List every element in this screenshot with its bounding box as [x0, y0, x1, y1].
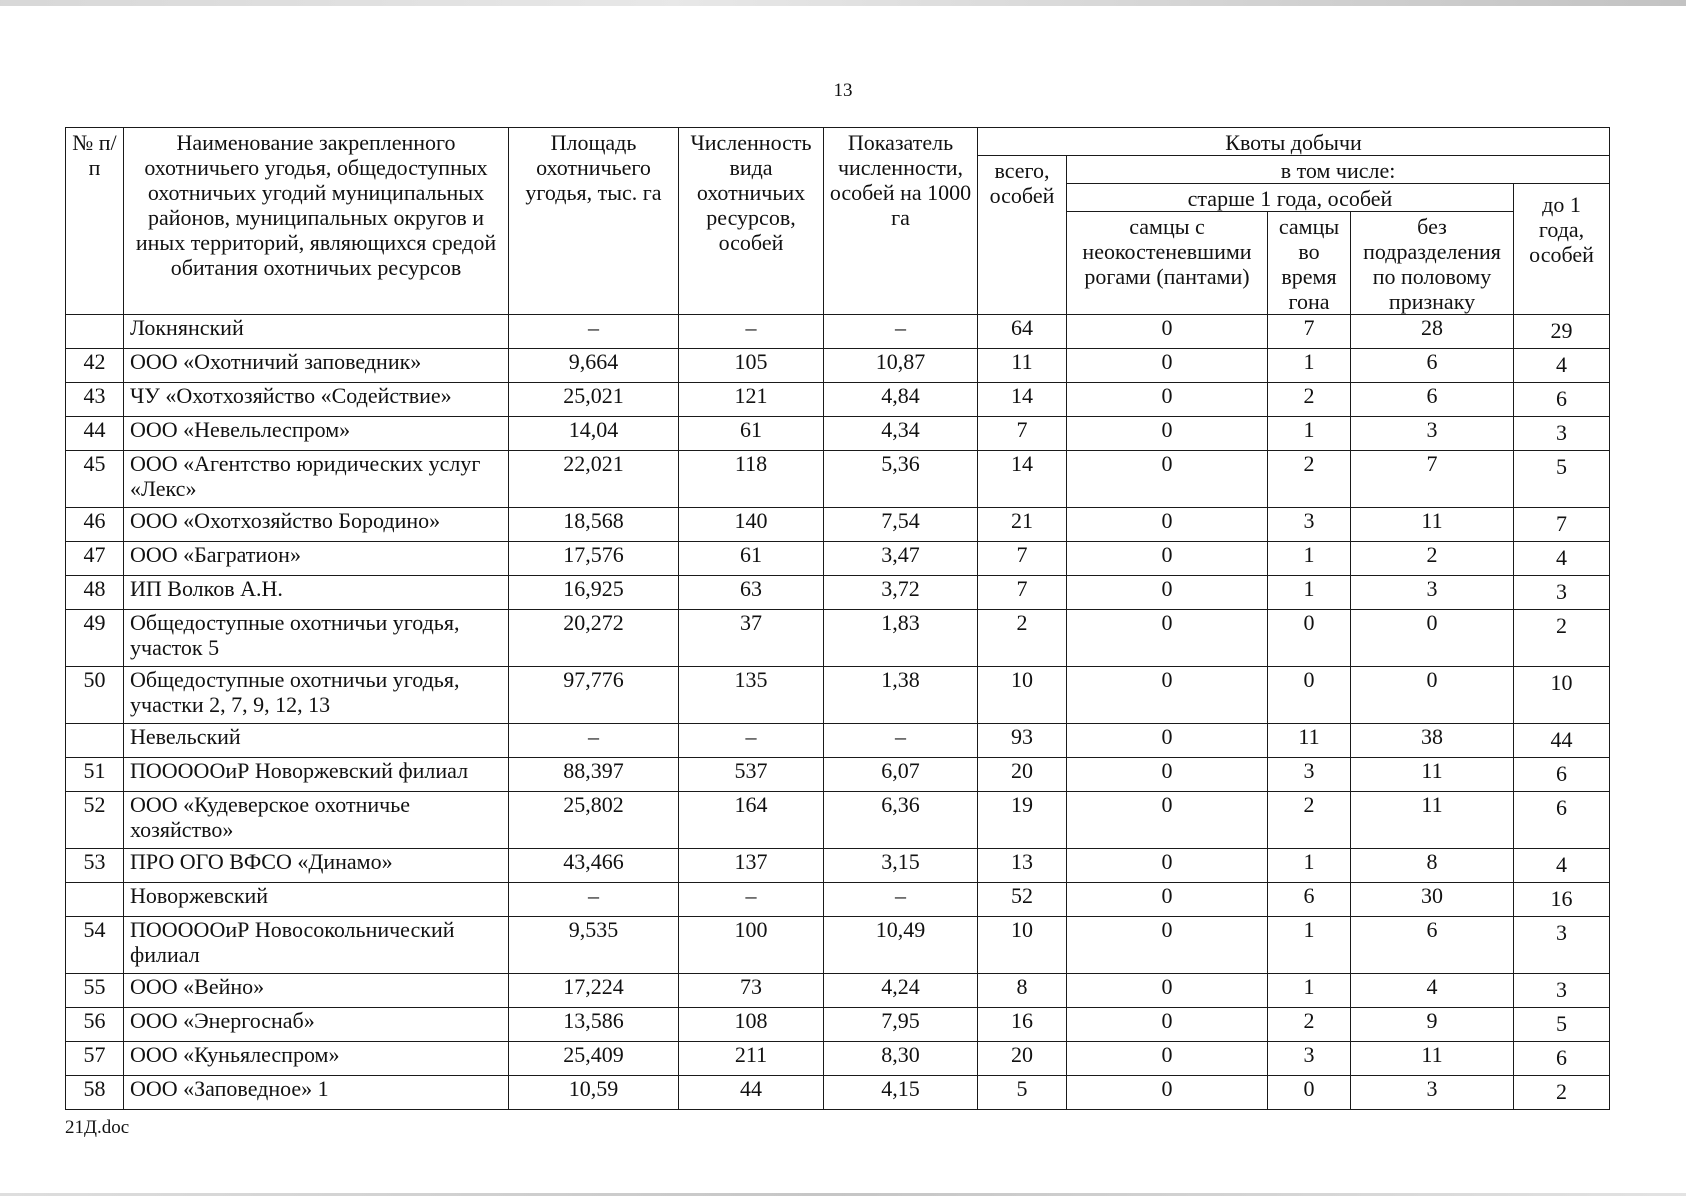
cell-rut: 3	[1268, 508, 1351, 542]
cell-area: 25,409	[509, 1042, 679, 1076]
cell-total: 14	[978, 383, 1067, 417]
cell-area: 14,04	[509, 417, 679, 451]
cell-rut: 1	[1268, 542, 1351, 576]
cell-rut: 2	[1268, 451, 1351, 508]
cell-name: ООО «Багратион»	[124, 542, 509, 576]
cell-density: –	[824, 724, 978, 758]
cell-velvet: 0	[1067, 667, 1268, 724]
cell-nosex: 28	[1351, 315, 1514, 349]
cell-nosex: 7	[1351, 451, 1514, 508]
cell-velvet: 0	[1067, 849, 1268, 883]
cell-area: 88,397	[509, 758, 679, 792]
quota-table	[65, 127, 1610, 1110]
table-row	[66, 1008, 1610, 1042]
cell-rut: 1	[1268, 576, 1351, 610]
cell-velvet: 0	[1067, 792, 1268, 849]
header-rut: самцы во время гона	[1268, 212, 1351, 315]
cell-rut: 0	[1268, 667, 1351, 724]
cell-num: 58	[66, 1076, 124, 1110]
cell-name: ООО «Кудеверское охотничье хозяйство»	[124, 792, 509, 849]
cell-area: –	[509, 315, 679, 349]
header-young: до 1 года, особей	[1514, 184, 1610, 315]
cell-num: 44	[66, 417, 124, 451]
cell-velvet: 0	[1067, 883, 1268, 917]
cell-num: 42	[66, 349, 124, 383]
cell-count: 118	[679, 451, 824, 508]
cell-area: 20,272	[509, 610, 679, 667]
cell-rut: 2	[1268, 383, 1351, 417]
cell-density: 3,15	[824, 849, 978, 883]
cell-nosex: 11	[1351, 508, 1514, 542]
cell-area: –	[509, 724, 679, 758]
table-row	[66, 883, 1610, 917]
cell-rut: 1	[1268, 917, 1351, 974]
cell-velvet: 0	[1067, 417, 1268, 451]
table-row	[66, 849, 1610, 883]
cell-area: 17,576	[509, 542, 679, 576]
cell-count: –	[679, 315, 824, 349]
cell-velvet: 0	[1067, 451, 1268, 508]
cell-area: 97,776	[509, 667, 679, 724]
cell-nosex: 9	[1351, 1008, 1514, 1042]
cell-young: 44	[1514, 724, 1610, 758]
cell-nosex: 11	[1351, 1042, 1514, 1076]
table-row	[66, 349, 1610, 383]
cell-count: 164	[679, 792, 824, 849]
cell-density: 10,87	[824, 349, 978, 383]
cell-name: ООО «Заповедное» 1	[124, 1076, 509, 1110]
cell-nosex: 3	[1351, 1076, 1514, 1110]
cell-num: 55	[66, 974, 124, 1008]
cell-count: 211	[679, 1042, 824, 1076]
cell-rut: 1	[1268, 417, 1351, 451]
table-row	[66, 576, 1610, 610]
cell-velvet: 0	[1067, 508, 1268, 542]
cell-nosex: 11	[1351, 758, 1514, 792]
header-area: Площадь охотничьего угодья, тыс. га	[509, 128, 679, 315]
cell-velvet: 0	[1067, 576, 1268, 610]
cell-density: 10,49	[824, 917, 978, 974]
cell-total: 8	[978, 974, 1067, 1008]
footer-filename: 21Д.doc	[65, 1117, 130, 1138]
cell-young: 4	[1514, 849, 1610, 883]
table-row	[66, 792, 1610, 849]
cell-num	[66, 724, 124, 758]
scan-edge-bottom	[0, 1193, 1686, 1196]
cell-area: 17,224	[509, 974, 679, 1008]
cell-young: 29	[1514, 315, 1610, 349]
cell-area: 18,568	[509, 508, 679, 542]
cell-name: ИП Волков А.Н.	[124, 576, 509, 610]
cell-velvet: 0	[1067, 383, 1268, 417]
cell-young: 3	[1514, 576, 1610, 610]
cell-name: Локнянский	[124, 315, 509, 349]
table-row	[66, 667, 1610, 724]
cell-density: 6,07	[824, 758, 978, 792]
cell-rut: 6	[1268, 883, 1351, 917]
cell-total: 13	[978, 849, 1067, 883]
table-row	[66, 417, 1610, 451]
cell-name: ЧУ «Охотхозяйство «Содействие»	[124, 383, 509, 417]
cell-density: 3,72	[824, 576, 978, 610]
cell-area: 9,535	[509, 917, 679, 974]
cell-count: 61	[679, 417, 824, 451]
cell-count: 100	[679, 917, 824, 974]
cell-rut: 0	[1268, 1076, 1351, 1110]
table-header	[66, 128, 1610, 315]
cell-young: 2	[1514, 610, 1610, 667]
cell-rut: 11	[1268, 724, 1351, 758]
cell-area: 25,021	[509, 383, 679, 417]
cell-rut: 0	[1268, 610, 1351, 667]
cell-nosex: 3	[1351, 417, 1514, 451]
cell-nosex: 0	[1351, 667, 1514, 724]
cell-density: 6,36	[824, 792, 978, 849]
header-including: в том числе:	[1067, 156, 1610, 184]
cell-name: ООО «Энергоснаб»	[124, 1008, 509, 1042]
cell-count: 73	[679, 974, 824, 1008]
cell-total: 10	[978, 667, 1067, 724]
cell-num	[66, 315, 124, 349]
cell-count: 37	[679, 610, 824, 667]
cell-num: 43	[66, 383, 124, 417]
cell-name: Общедоступные охотничьи угодья, участки 2, 7, 9, 12, 13	[124, 667, 509, 724]
cell-count: 108	[679, 1008, 824, 1042]
cell-density: 4,15	[824, 1076, 978, 1110]
cell-young: 4	[1514, 349, 1610, 383]
cell-rut: 3	[1268, 758, 1351, 792]
cell-count: 63	[679, 576, 824, 610]
cell-name: ПОООООиР Новоржевский филиал	[124, 758, 509, 792]
cell-rut: 2	[1268, 792, 1351, 849]
cell-count: 61	[679, 542, 824, 576]
cell-rut: 1	[1268, 349, 1351, 383]
cell-num: 52	[66, 792, 124, 849]
header-quotas: Квоты добычи	[978, 128, 1610, 156]
cell-young: 5	[1514, 1008, 1610, 1042]
cell-nosex: 3	[1351, 576, 1514, 610]
cell-density: 7,54	[824, 508, 978, 542]
header-num: № п/п	[66, 128, 124, 315]
cell-total: 19	[978, 792, 1067, 849]
cell-nosex: 2	[1351, 542, 1514, 576]
table-row	[66, 542, 1610, 576]
header-density: Показатель численности, особей на 1000 га	[824, 128, 978, 315]
cell-young: 3	[1514, 917, 1610, 974]
table-row	[66, 383, 1610, 417]
header-total: всего, особей	[978, 156, 1067, 315]
cell-count: 121	[679, 383, 824, 417]
cell-velvet: 0	[1067, 1042, 1268, 1076]
cell-num: 48	[66, 576, 124, 610]
cell-density: 3,47	[824, 542, 978, 576]
table-row	[66, 315, 1610, 349]
cell-count: 135	[679, 667, 824, 724]
cell-young: 10	[1514, 667, 1610, 724]
cell-total: 21	[978, 508, 1067, 542]
table-row	[66, 1042, 1610, 1076]
cell-total: 64	[978, 315, 1067, 349]
table-row	[66, 1076, 1610, 1110]
cell-name: Общедоступные охотничьи угодья, участок 5	[124, 610, 509, 667]
cell-velvet: 0	[1067, 758, 1268, 792]
cell-count: 105	[679, 349, 824, 383]
cell-num: 49	[66, 610, 124, 667]
cell-density: 4,24	[824, 974, 978, 1008]
cell-velvet: 0	[1067, 542, 1268, 576]
cell-name: ООО «Куньялеспром»	[124, 1042, 509, 1076]
header-velvet: самцы с неокостеневшими рогами (пантами)	[1067, 212, 1268, 315]
cell-num	[66, 883, 124, 917]
cell-area: 25,802	[509, 792, 679, 849]
cell-nosex: 6	[1351, 349, 1514, 383]
cell-total: 11	[978, 349, 1067, 383]
table-row	[66, 974, 1610, 1008]
cell-density: 5,36	[824, 451, 978, 508]
cell-young: 3	[1514, 417, 1610, 451]
cell-num: 46	[66, 508, 124, 542]
cell-nosex: 0	[1351, 610, 1514, 667]
cell-name: ООО «Вейно»	[124, 974, 509, 1008]
cell-young: 7	[1514, 508, 1610, 542]
cell-total: 7	[978, 417, 1067, 451]
cell-nosex: 6	[1351, 383, 1514, 417]
cell-young: 3	[1514, 974, 1610, 1008]
cell-name: Новоржевский	[124, 883, 509, 917]
cell-num: 56	[66, 1008, 124, 1042]
cell-velvet: 0	[1067, 1008, 1268, 1042]
table-body	[66, 315, 1610, 1110]
cell-name: Невельский	[124, 724, 509, 758]
cell-velvet: 0	[1067, 724, 1268, 758]
table-row	[66, 451, 1610, 508]
cell-rut: 7	[1268, 315, 1351, 349]
cell-num: 57	[66, 1042, 124, 1076]
cell-name: ПРО ОГО ВФСО «Динамо»	[124, 849, 509, 883]
cell-total: 7	[978, 542, 1067, 576]
cell-count: 140	[679, 508, 824, 542]
cell-area: 13,586	[509, 1008, 679, 1042]
header-count: Численность вида охотничьих ресурсов, особей	[679, 128, 824, 315]
cell-rut: 1	[1268, 974, 1351, 1008]
cell-name: ПОООООиР Новосокольнический филиал	[124, 917, 509, 974]
cell-young: 6	[1514, 383, 1610, 417]
cell-total: 20	[978, 1042, 1067, 1076]
table-row	[66, 610, 1610, 667]
cell-total: 93	[978, 724, 1067, 758]
cell-density: 4,34	[824, 417, 978, 451]
header-name: Наименование закрепленного охотничьего угодья, общедоступных охотничьих угодий муниципальных районов, муниципальных округов и иных территорий, являющихся средой обитания охотничьих ресурсов	[124, 128, 509, 315]
table-row	[66, 917, 1610, 974]
table-row	[66, 724, 1610, 758]
cell-count: 537	[679, 758, 824, 792]
cell-velvet: 0	[1067, 974, 1268, 1008]
cell-velvet: 0	[1067, 1076, 1268, 1110]
cell-area: 10,59	[509, 1076, 679, 1110]
cell-area: 22,021	[509, 451, 679, 508]
cell-young: 6	[1514, 792, 1610, 849]
cell-density: 1,83	[824, 610, 978, 667]
cell-nosex: 30	[1351, 883, 1514, 917]
cell-total: 20	[978, 758, 1067, 792]
cell-velvet: 0	[1067, 917, 1268, 974]
cell-total: 2	[978, 610, 1067, 667]
cell-total: 14	[978, 451, 1067, 508]
cell-density: 7,95	[824, 1008, 978, 1042]
cell-area: 43,466	[509, 849, 679, 883]
cell-num: 51	[66, 758, 124, 792]
scan-edge-top	[0, 0, 1686, 6]
table-row	[66, 508, 1610, 542]
cell-name: ООО «Невельлеспром»	[124, 417, 509, 451]
cell-count: –	[679, 724, 824, 758]
cell-velvet: 0	[1067, 349, 1268, 383]
cell-young: 16	[1514, 883, 1610, 917]
cell-velvet: 0	[1067, 315, 1268, 349]
cell-total: 10	[978, 917, 1067, 974]
cell-density: 8,30	[824, 1042, 978, 1076]
cell-area: 16,925	[509, 576, 679, 610]
cell-velvet: 0	[1067, 610, 1268, 667]
cell-density: 1,38	[824, 667, 978, 724]
cell-area: 9,664	[509, 349, 679, 383]
cell-density: 4,84	[824, 383, 978, 417]
cell-density: –	[824, 315, 978, 349]
cell-num: 47	[66, 542, 124, 576]
cell-young: 6	[1514, 1042, 1610, 1076]
cell-num: 53	[66, 849, 124, 883]
cell-density: –	[824, 883, 978, 917]
cell-nosex: 4	[1351, 974, 1514, 1008]
cell-nosex: 11	[1351, 792, 1514, 849]
cell-young: 2	[1514, 1076, 1610, 1110]
cell-count: –	[679, 883, 824, 917]
cell-count: 137	[679, 849, 824, 883]
page-number: 13	[833, 80, 853, 101]
cell-total: 16	[978, 1008, 1067, 1042]
cell-young: 6	[1514, 758, 1610, 792]
cell-total: 7	[978, 576, 1067, 610]
cell-num: 45	[66, 451, 124, 508]
cell-rut: 1	[1268, 849, 1351, 883]
cell-name: ООО «Агентство юридических услуг «Лекс»	[124, 451, 509, 508]
cell-total: 5	[978, 1076, 1067, 1110]
header-older: старше 1 года, особей	[1067, 184, 1514, 212]
cell-rut: 2	[1268, 1008, 1351, 1042]
cell-num: 54	[66, 917, 124, 974]
cell-young: 4	[1514, 542, 1610, 576]
cell-area: –	[509, 883, 679, 917]
header-nosex: без подразделения по половому признаку	[1351, 212, 1514, 315]
table-row	[66, 758, 1610, 792]
cell-count: 44	[679, 1076, 824, 1110]
cell-name: ООО «Охотхозяйство Бородино»	[124, 508, 509, 542]
cell-young: 5	[1514, 451, 1610, 508]
cell-total: 52	[978, 883, 1067, 917]
cell-rut: 3	[1268, 1042, 1351, 1076]
cell-name: ООО «Охотничий заповедник»	[124, 349, 509, 383]
cell-nosex: 8	[1351, 849, 1514, 883]
cell-nosex: 6	[1351, 917, 1514, 974]
cell-num: 50	[66, 667, 124, 724]
cell-nosex: 38	[1351, 724, 1514, 758]
